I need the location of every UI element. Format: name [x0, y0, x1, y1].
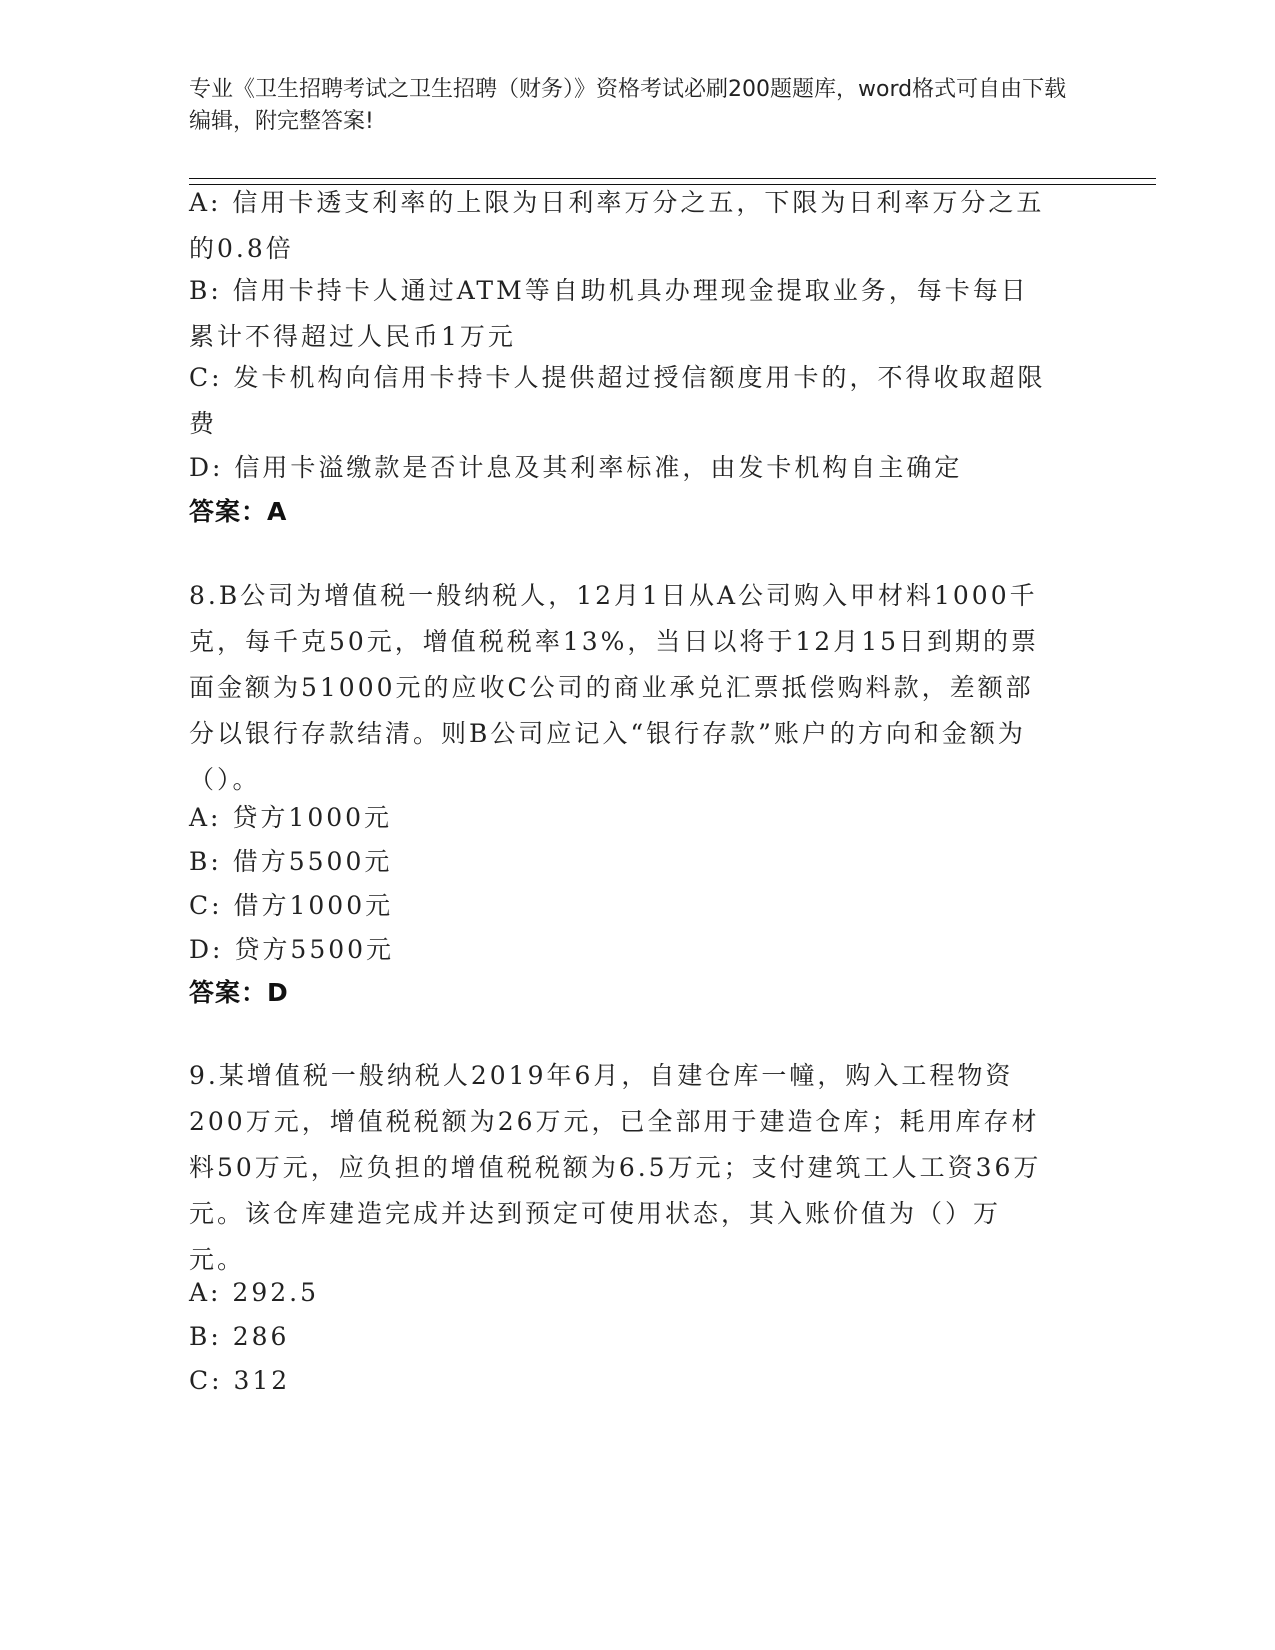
- q9-stem: 9.某增值税一般纳税人2019年6月，自建仓库一幢，购入工程物资200万元，增值税税额为26万元，已全部用于建造仓库；耗用库存材料50万元，应负担的增值税税额为6.5万元；支付建筑工人工资36万元。该仓库建造完成并达到预定可使用状态，其入账价值为（）万元。: [189, 1061, 1042, 1274]
- q7-option-a: A: 信用卡透支利率的上限为日利率万分之五，下限为日利率万分之五的0.8倍: [189, 188, 1045, 263]
- q8-option-c: C: 借方1000元: [189, 891, 394, 920]
- q8-stem: 8.B公司为增值税一般纳税人，12月1日从A公司购入甲材料1000千克，每千克50元，增值税税率13%，当日以将于12月15日到期的票面金额为51000元的应收C公司的商业承兑汇票抵偿购料款，差额部分以银行存款结清。则B公司应记入“银行存款”账户的方向和金额为（）。: [189, 581, 1040, 794]
- q7-answer: 答案：A: [189, 497, 288, 526]
- q9-option-b: B: 286: [189, 1322, 290, 1351]
- q8-option-d: D: 贷方5500元: [189, 935, 395, 964]
- q7-option-c: C: 发卡机构向信用卡持卡人提供超过授信额度用卡的，不得收取超限费: [189, 363, 1046, 438]
- header-rule-top: [189, 178, 1156, 179]
- document-header: 专业《卫生招聘考试之卫生招聘（财务）》资格考试必刷200题题库，word格式可自由下载编辑，附完整答案!: [189, 77, 1067, 134]
- q8-option-b: B: 借方5500元: [189, 847, 393, 876]
- q8-option-a: A: 贷方1000元: [189, 803, 393, 832]
- q9-option-a: A: 292.5: [189, 1278, 319, 1307]
- q8-answer: 答案：D: [189, 978, 289, 1007]
- q7-option-d: D: 信用卡溢缴款是否计息及其利率标准，由发卡机构自主确定: [189, 453, 963, 482]
- q9-option-c: C: 312: [189, 1366, 291, 1395]
- q7-option-b: B: 信用卡持卡人通过ATM等自助机具办理现金提取业务，每卡每日累计不得超过人民币1万元: [189, 276, 1029, 351]
